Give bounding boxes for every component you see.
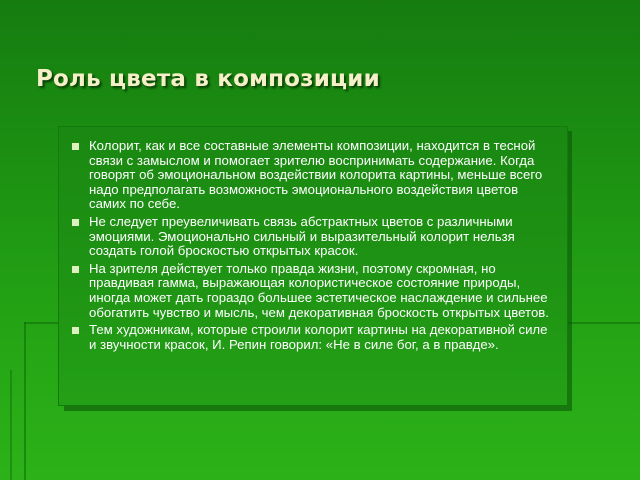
square-bullet-icon (72, 143, 79, 150)
bullet-text: Тем художникам, которые строили колорит картины на декоративной силе и звучности красок, И. Репин говорил: «Не в силе бог, а в правде». (89, 322, 548, 352)
square-bullet-icon (72, 266, 79, 273)
bullet-text: На зрителя действует только правда жизни, поэтому скромная, но правдивая гамма, выражающая колористическое состояние природы, иногда может дать гораздо большее эстетическое наслаждение и сильнее обогатить чувство и мысль, чем декоративная броскость открытых цветов. (89, 260, 549, 320)
square-bullet-icon (72, 327, 79, 334)
bullet-text: Колорит, как и все составные элементы композиции, находится в тесной связи с замыслом и помогает зрителю воспринимать содержание. Когда говорят об эмоциональном воздействии колорита картины, меньше всего надо предполагать возможность эмоционального воздействия цветов самих по себе. (89, 138, 543, 212)
content-box (58, 126, 568, 406)
decorative-line (10, 370, 12, 480)
decorative-line (24, 322, 26, 480)
bullet-item (71, 215, 557, 259)
bullet-list (71, 139, 557, 352)
bullet-text: Не следует преувеличивать связь абстрактных цветов с различными эмоциями. Эмоционально сильный и выразительный колорит нельзя создать голой броскостью открытых красок. (89, 213, 515, 259)
bullet-item (71, 139, 557, 212)
square-bullet-icon (72, 219, 79, 226)
slide-title: Роль цвета в композиции (36, 66, 380, 92)
bullet-item (71, 262, 557, 320)
bullet-item (71, 323, 557, 352)
